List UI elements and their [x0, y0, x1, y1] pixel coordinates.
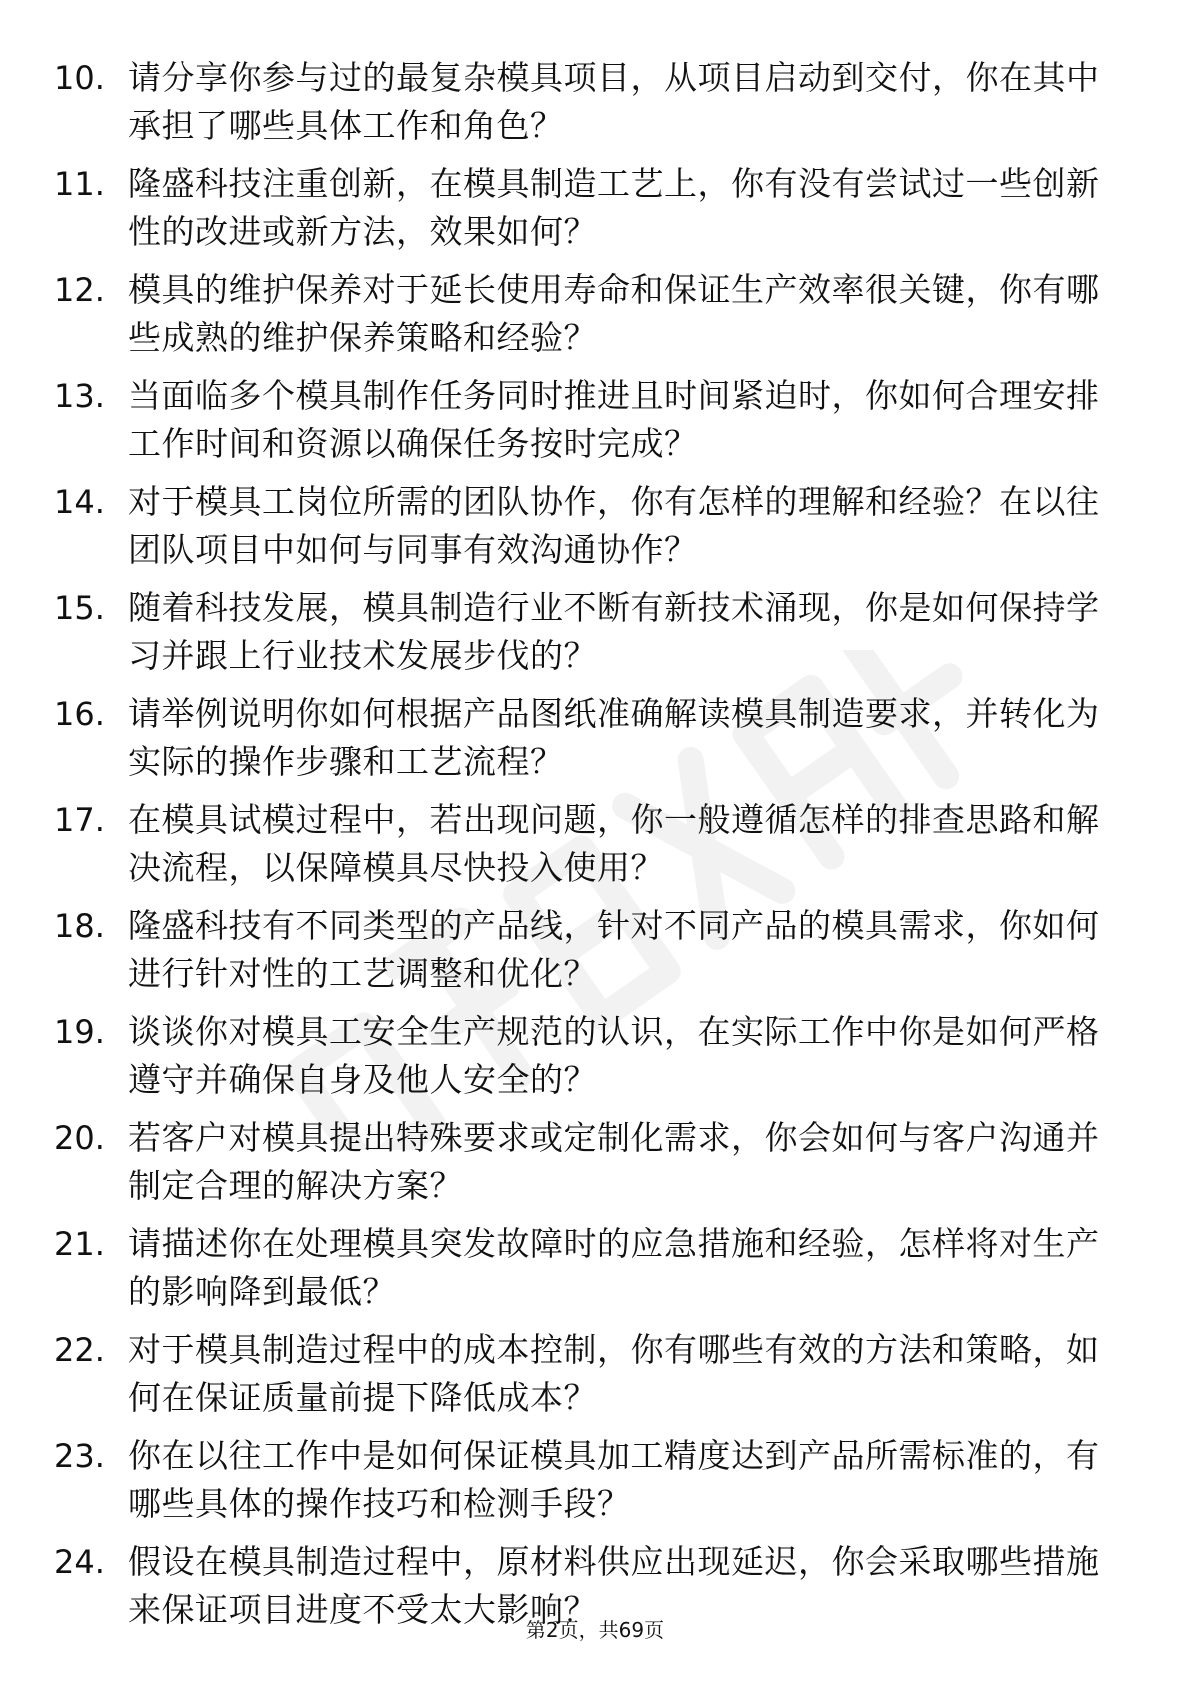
question-text: 在模具试模过程中，若出现问题，你一般遵循怎样的排查思路和解决流程，以保障模具尽快投入使用？	[128, 800, 1100, 887]
list-item	[50, 584, 1110, 690]
question-number: 24.	[54, 1543, 105, 1581]
question-number: 17.	[54, 801, 105, 839]
list-item	[50, 1114, 1110, 1220]
question-text: 你在以往工作中是如何保证模具加工精度达到产品所需标准的，有哪些具体的操作技巧和检测手段？	[128, 1436, 1100, 1523]
question-text: 谈谈你对模具工安全生产规范的认识，在实际工作中你是如何严格遵守并确保自身及他人安全的？	[128, 1012, 1100, 1099]
question-number: 18.	[54, 907, 105, 945]
question-text: 隆盛科技注重创新，在模具制造工艺上，你有没有尝试过一些创新性的改进或新方法，效果如何？	[128, 164, 1100, 251]
question-number: 10.	[54, 59, 105, 97]
list-item	[50, 54, 1110, 160]
question-number: 13.	[54, 377, 105, 415]
question-number: 21.	[54, 1225, 105, 1263]
question-text: 请描述你在处理模具突发故障时的应急措施和经验，怎样将对生产的影响降到最低？	[128, 1224, 1100, 1311]
list-item	[50, 478, 1110, 584]
page-number-label: 第2页，共69页	[525, 1618, 665, 1642]
question-text: 隆盛科技有不同类型的产品线，针对不同产品的模具需求，你如何进行针对性的工艺调整和优化？	[128, 906, 1100, 993]
page-footer	[0, 1616, 1190, 1644]
list-item	[50, 902, 1110, 1008]
question-number: 16.	[54, 695, 105, 733]
question-text: 模具的维护保养对于延长使用寿命和保证生产效率很关键，你有哪些成熟的维护保养策略和经验？	[128, 270, 1100, 357]
question-text: 随着科技发展，模具制造行业不断有新技术涌现，你是如何保持学习并跟上行业技术发展步伐的？	[128, 588, 1100, 675]
question-text: 对于模具制造过程中的成本控制，你有哪些有效的方法和策略，如何在保证质量前提下降低成本？	[128, 1330, 1100, 1417]
question-text: 请举例说明你如何根据产品图纸准确解读模具制造要求，并转化为实际的操作步骤和工艺流程？	[128, 694, 1100, 781]
list-item	[50, 690, 1110, 796]
question-text: 对于模具工岗位所需的团队协作，你有怎样的理解和经验？在以往团队项目中如何与同事有效沟通协作？	[128, 482, 1100, 569]
question-text: 当面临多个模具制作任务同时推进且时间紧迫时，你如何合理安排工作时间和资源以确保任务按时完成？	[128, 376, 1100, 463]
list-item	[50, 1326, 1110, 1432]
question-number: 11.	[54, 165, 105, 203]
list-item	[50, 372, 1110, 478]
question-text: 若客户对模具提出特殊要求或定制化需求，你会如何与客户沟通并制定合理的解决方案？	[128, 1118, 1100, 1205]
question-number: 12.	[54, 271, 105, 309]
question-list	[50, 54, 1110, 1644]
list-item	[50, 1220, 1110, 1326]
question-number: 15.	[54, 589, 105, 627]
question-number: 20.	[54, 1119, 105, 1157]
list-item	[50, 1008, 1110, 1114]
list-item	[50, 160, 1110, 266]
question-number: 22.	[54, 1331, 105, 1369]
question-number: 14.	[54, 483, 105, 521]
question-text: 假设在模具制造过程中，原材料供应出现延迟，你会采取哪些措施来保证项目进度不受太大影响？	[128, 1542, 1100, 1629]
list-item	[50, 266, 1110, 372]
question-text: 请分享你参与过的最复杂模具项目，从项目启动到交付，你在其中承担了哪些具体工作和角色？	[128, 58, 1100, 145]
list-item	[50, 1432, 1110, 1538]
question-number: 23.	[54, 1437, 105, 1475]
list-item	[50, 796, 1110, 902]
question-number: 19.	[54, 1013, 105, 1051]
